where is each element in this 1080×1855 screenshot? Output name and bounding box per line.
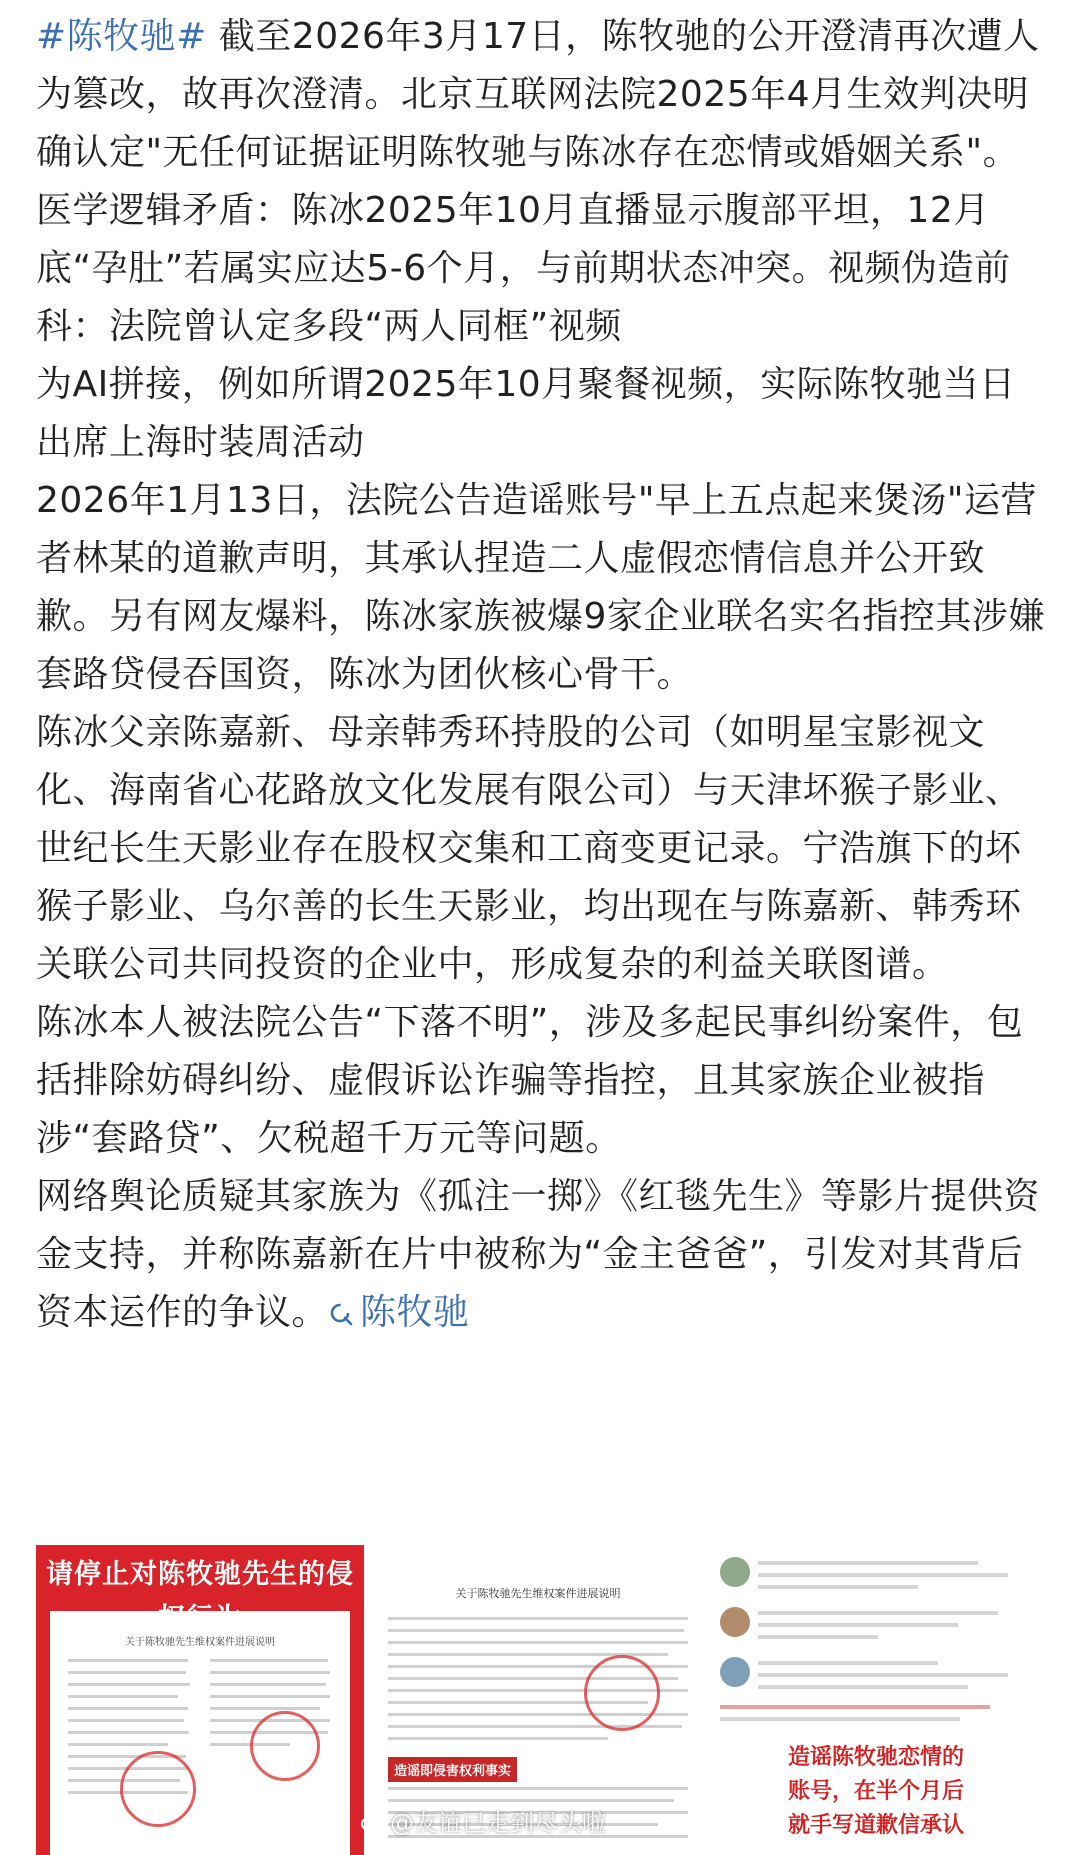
weibo-watermark	[360, 1806, 606, 1840]
post-paragraph-3: 2026年1月13日，法院公告造谣账号"早上五点起来煲汤"运营者林某的道歉声明，其承认捏造二人虚假恋情信息并公开致歉。另有网友爆料，陈冰家族被爆9家企业联名实名指控其涉嫌套路贷侵吞国资，陈冰为团伙核心骨干。	[36, 480, 1045, 695]
avatar	[720, 1557, 750, 1587]
post-paragraph-5: 陈冰本人被法院公告“下落不明”，涉及多起民事纠纷案件，包括排除妨碍纠纷、虚假诉讼诈骗等指控，且其家族企业被指涉“套路贷”、欠税超千万元等问题。	[36, 1002, 1024, 1159]
comment-row	[720, 1553, 1030, 1597]
image-banner: 请停止对陈牧驰先生的侵	[46, 1559, 354, 1590]
post-paragraph-6	[36, 1168, 1046, 1342]
official-seal	[250, 1711, 320, 1781]
weibo-logo-icon	[360, 1809, 386, 1835]
post-body	[36, 8, 1046, 1342]
weibo-post	[36, 8, 1046, 1342]
gallery-image-3[interactable]	[712, 1545, 1040, 1855]
topic-link[interactable]	[328, 1292, 470, 1333]
caption-line: 就手写道歉信承认	[787, 1813, 964, 1838]
document-title: 关于陈牧驰先生维权案件进展说明	[455, 1587, 621, 1600]
topic-link-label: 陈牧驰	[360, 1292, 470, 1333]
document-title: 关于陈牧驰先生维权案件进展说明	[125, 1637, 275, 1648]
post-paragraph-2: 为AI拼接，例如所谓2025年10月聚餐视频，实际陈牧驰当日出席上海时装周活动	[36, 364, 1016, 463]
gallery-image-1[interactable]	[36, 1545, 364, 1855]
caption-line: 账号，在半个月后	[787, 1779, 964, 1804]
avatar	[720, 1607, 750, 1637]
hashtag-link[interactable]: #陈牧驰#	[36, 16, 207, 57]
official-seal	[120, 1751, 196, 1827]
post-paragraph-4: 陈冰父亲陈嘉新、母亲韩秀环持股的公司（如明星宝影视文化、海南省心花路放文化发展有限公司）与天津坏猴子影业、世纪长生天影业存在股权交集和工商变更记录。宁浩旗下的坏猴子影业、乌尔善的长生天影业，均出现在与陈嘉新、韩秀环关联公司共同投资的企业中，形成复杂的利益关联图谱。	[36, 712, 1022, 985]
image-caption	[712, 1741, 1040, 1843]
comment-row	[720, 1653, 1030, 1697]
official-seal	[584, 1655, 660, 1731]
caption-line: 造谣陈牧驰恋情的	[787, 1745, 964, 1770]
comment-row	[720, 1697, 1030, 1741]
avatar	[720, 1657, 750, 1687]
post-paragraph-1	[36, 8, 1046, 356]
paragraph-text: 网络舆论质疑其家族为《孤注一掷》《红毯先生》等影片提供资金支持，并称陈嘉新在片中被称为“金主爸爸”，引发对其背后资本运作的争议。	[36, 1176, 1041, 1333]
comment-row	[720, 1603, 1030, 1647]
paragraph-text: 截至2026年3月17日，陈牧驰的公开澄清再次遭人为篡改，故再次澄清。北京互联网法院2025年4月生效判决明确认定"无任何证据证明陈牧驰与陈冰存在恋情或婚姻关系"。医学逻辑矛盾：陈冰2025年10月直播显示腹部平坦，12月底“孕肚”若属实应达5-6个月，与前期状态冲突。视频伪造前科：法院曾认定多段“两人同框”视频	[36, 16, 1040, 347]
watermark-text: @友谊已走到尽头啦	[390, 1809, 606, 1837]
topic-search-icon	[328, 1301, 354, 1327]
highlight-label: 造谣即侵害权利事实	[388, 1757, 517, 1782]
document-preview	[50, 1611, 350, 1855]
